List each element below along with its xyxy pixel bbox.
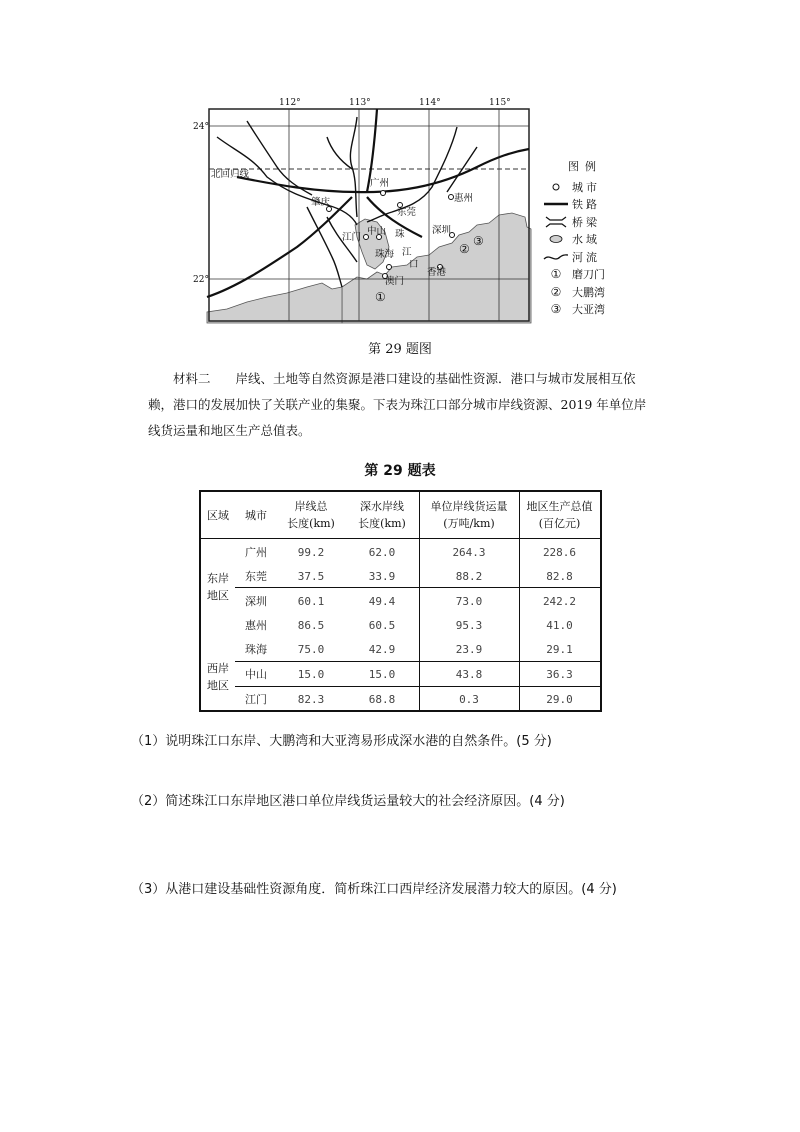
table-cell-city: 江门 bbox=[245, 693, 267, 706]
legend-title: 图例 bbox=[568, 160, 602, 173]
material-line-2: 赖，港口的发展加快了关联产业的集聚。下表为珠江口部分城市岸线资源、2019 年单位岸 bbox=[148, 397, 647, 412]
table-cell-coast-length: 99.2 bbox=[297, 545, 325, 559]
lat-label-22: 22° bbox=[193, 275, 209, 285]
city-huizhou: 惠州 bbox=[454, 193, 474, 204]
lat-label-24: 24° bbox=[193, 122, 209, 132]
table-cell-freight: 264.3 bbox=[452, 545, 486, 559]
table-cell-gdp: 41.0 bbox=[546, 618, 573, 632]
lon-label-112: 112° bbox=[279, 98, 301, 108]
table-cell-deep-length: 68.8 bbox=[368, 692, 396, 706]
marker-3-icon: ③ bbox=[550, 302, 562, 317]
header-city: 城市 bbox=[245, 508, 267, 522]
legend-item-city: 城市 bbox=[540, 178, 630, 196]
figure-caption: 第 29 题图 bbox=[368, 342, 432, 357]
table-cell-freight: 88.2 bbox=[455, 569, 483, 583]
lon-label-113: 113° bbox=[349, 98, 371, 108]
table-cell-gdp: 242.2 bbox=[542, 594, 577, 608]
table-cell-freight: 23.9 bbox=[455, 642, 483, 656]
table-cell-freight: 73.0 bbox=[455, 594, 483, 608]
region-west: 西岸 地区 bbox=[207, 662, 229, 692]
data-table bbox=[199, 490, 602, 712]
question-2: （2）简述珠江口东岸地区港口单位岸线货运量较大的社会经济原因。(4 分) bbox=[131, 794, 565, 809]
table-title: 第 29 题表 bbox=[364, 463, 436, 479]
city-dongguan: 东莞 bbox=[397, 207, 417, 218]
table-cell-gdp: 82.8 bbox=[546, 569, 573, 583]
water-area-icon bbox=[540, 234, 572, 244]
legend-item-daya-bay: ③ 大亚湾 bbox=[540, 301, 630, 319]
table-cell-coast-length: 15.0 bbox=[297, 667, 325, 681]
material-paragraph bbox=[148, 366, 653, 444]
city-zhuhai: 珠海 bbox=[375, 249, 395, 260]
pearl-river-delta-map bbox=[193, 97, 531, 323]
table-cell-deep-length: 62.0 bbox=[368, 545, 396, 559]
lon-label-114: 114° bbox=[419, 98, 441, 108]
city-circle-icon bbox=[540, 182, 572, 192]
marker-1-icon: ① bbox=[550, 267, 562, 282]
marker-2-icon: ② bbox=[550, 284, 562, 299]
table-cell-city: 珠海 bbox=[245, 643, 267, 656]
marker-2-label: ② bbox=[459, 242, 470, 256]
estuary-char-1: 珠 bbox=[395, 229, 405, 240]
material-line-1: 材料二 岸线、土地等自然资源是港口建设的基础性资源．港口与城市发展相互依 bbox=[173, 371, 636, 386]
legend-item-water: 水域 bbox=[540, 231, 630, 249]
table-cell-city: 惠州 bbox=[245, 619, 267, 632]
marker-3-label: ③ bbox=[473, 234, 484, 248]
table-cell-gdp: 29.0 bbox=[546, 692, 573, 706]
city-zhongshan: 中山 bbox=[367, 226, 387, 237]
bridge-symbol-icon bbox=[540, 216, 572, 228]
table-cell-deep-length: 60.5 bbox=[368, 618, 396, 632]
legend-item-dapeng-bay: ② 大鹏湾 bbox=[540, 283, 630, 301]
marker-1-label: ① bbox=[375, 290, 386, 304]
header-freight: 单位岸线货运量 (万吨/km) bbox=[430, 500, 508, 530]
table-cell-coast-length: 82.3 bbox=[297, 692, 325, 706]
header-region: 区域 bbox=[207, 508, 229, 522]
table-cell-city: 中山 bbox=[245, 668, 267, 681]
legend-item-bridge: 桥梁 bbox=[540, 213, 630, 231]
table-cell-coast-length: 60.1 bbox=[297, 594, 325, 608]
railway-line-icon bbox=[540, 199, 572, 209]
table-cell-freight: 43.8 bbox=[455, 667, 483, 681]
map-legend bbox=[540, 158, 630, 318]
header-coast-length: 岸线总 长度(km) bbox=[287, 500, 335, 530]
table-cell-freight: 95.3 bbox=[455, 618, 483, 632]
table-cell-gdp: 228.6 bbox=[542, 545, 577, 559]
table-cell-city: 东莞 bbox=[245, 570, 267, 583]
table-cell-deep-length: 15.0 bbox=[368, 667, 396, 681]
estuary-char-3: 口 bbox=[409, 259, 419, 270]
table-cell-gdp: 36.3 bbox=[546, 667, 573, 681]
table-cell-deep-length: 42.9 bbox=[368, 642, 396, 656]
header-gdp: 地区生产总值 (百亿元) bbox=[526, 500, 593, 530]
estuary-char-2: 江 bbox=[402, 247, 412, 258]
table-cell-city: 广州 bbox=[245, 546, 267, 559]
city-shenzhen: 深圳 bbox=[432, 225, 452, 236]
table-cell-gdp: 29.1 bbox=[546, 642, 573, 656]
city-zhaoqing: 肇庆 bbox=[311, 197, 331, 208]
table-cell-coast-length: 37.5 bbox=[297, 569, 325, 583]
legend-item-railway: 铁路 bbox=[540, 196, 630, 214]
table-cell-deep-length: 49.4 bbox=[368, 594, 396, 608]
table-cell-freight: 0.3 bbox=[459, 692, 479, 706]
lon-label-115: 115° bbox=[489, 98, 511, 108]
map-svg bbox=[193, 97, 531, 323]
table-cell-city: 深圳 bbox=[245, 595, 267, 608]
region-east: 东岸 地区 bbox=[207, 572, 229, 602]
city-guangzhou: 广州 bbox=[370, 178, 390, 189]
city-hongkong: 香港 bbox=[427, 267, 447, 278]
material-line-3: 线货运量和地区生产总值表。 bbox=[148, 423, 311, 438]
table-cell-deep-length: 33.9 bbox=[368, 569, 396, 583]
question-3: （3）从港口建设基础性资源角度．简析珠江口西岸经济发展潜力较大的原因。(4 分) bbox=[131, 882, 617, 897]
city-macao: 澳门 bbox=[385, 276, 405, 287]
table-header bbox=[201, 492, 600, 539]
legend-item-modaomen: ① 磨刀门 bbox=[540, 266, 630, 284]
river-line-icon bbox=[540, 251, 572, 263]
question-1: （1）说明珠江口东岸、大鹏湾和大亚湾易形成深水港的自然条件。(5 分) bbox=[131, 734, 552, 749]
header-deep-length: 深水岸线 长度(km) bbox=[358, 500, 406, 530]
table-cell-coast-length: 86.5 bbox=[297, 618, 325, 632]
city-jiangmen: 江门 bbox=[342, 232, 362, 243]
legend-item-river: 河流 bbox=[540, 248, 630, 266]
table-cell-coast-length: 75.0 bbox=[297, 642, 325, 656]
tropic-label: 北回归线 bbox=[211, 169, 250, 180]
